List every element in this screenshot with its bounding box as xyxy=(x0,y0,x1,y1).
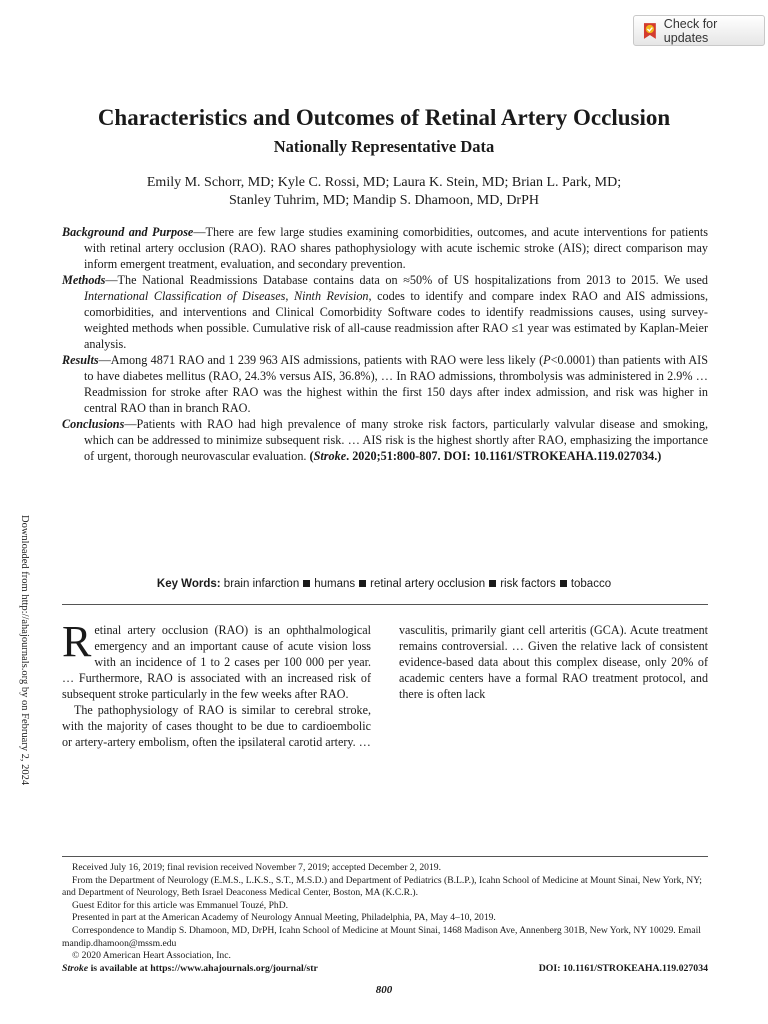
square-bullet-icon xyxy=(303,580,310,587)
keyword: retinal artery occlusion xyxy=(370,578,486,590)
results-text-a: —Among 4871 RAO and 1 239 963 AIS admissions, patients with RAO were less likely ( xyxy=(98,353,544,367)
abstract-results xyxy=(62,352,708,416)
abstract-background xyxy=(62,224,708,272)
keyword: brain infarction xyxy=(223,578,300,590)
citation-journal: Stroke xyxy=(313,449,347,463)
footnotes xyxy=(62,862,708,963)
citation: (Stroke. 2020;51:800-807. DOI: 10.1161/STROKEAHA.119.027034.) xyxy=(309,449,662,463)
keyword: tobacco xyxy=(570,578,612,590)
results-p-value: P xyxy=(543,353,551,367)
background-label: Background and Purpose xyxy=(62,225,194,239)
methods-italic: International Classification of Diseases xyxy=(84,289,286,303)
body-column-left xyxy=(62,617,371,750)
page-number: 800 xyxy=(375,984,393,996)
footnote-copyright: © 2020 American Heart Association, Inc. xyxy=(72,950,231,962)
square-bullet-icon xyxy=(489,580,496,587)
page-footer xyxy=(62,963,708,974)
methods-comma: , xyxy=(285,289,294,303)
keywords-label: Key Words: xyxy=(156,578,221,590)
body-paragraph: vasculitis, primarily giant cell arteritis (GCA). Acute treatment remains controversial. … Given the relative lack of consistent evidence-based data about this complex disease, only 20% of academic centers have a formal RAO treatment protocol, and there is often lack xyxy=(399,623,708,701)
authors-line-2: Stanley Tuhrim, MD; Mandip S. Dhamoon, MD, DrPH xyxy=(229,193,539,208)
author-list xyxy=(80,174,688,210)
keyword: humans xyxy=(314,578,356,590)
methods-label: Methods xyxy=(62,273,106,287)
footnote-correspondence: Correspondence to Mandip S. Dhamoon, MD, DrPH, Icahn School of Medicine at Mount Sinai, 1468 Madison Ave, Annenberg 301B, New York, NY 10029. Email mandip.dhamoon@mssm.edu xyxy=(62,924,701,949)
abstract xyxy=(62,224,708,464)
footnote-received: Received July 16, 2019; final revision received November 7, 2019; accepted December 2, 2019. xyxy=(72,862,441,873)
body-paragraph: The pathophysiology of RAO is similar to cerebral stroke, with the majority of cases thought to be due to cardioembolic or artery-artery embolism, often the ipsilateral carotid artery. … xyxy=(62,703,371,749)
background-text: —There are few large studies examining comorbidities, outcomes, and acute interventions for patients with retinal artery occlusion (RAO). RAO shares pathophysiology with acute ischemic stroke (AIS); direct comparison may inform emergent treatment, evaluation, and secondary prevention. xyxy=(84,225,708,271)
conclusions-label: Conclusions xyxy=(62,417,125,431)
footnote-guest-editor: Guest Editor for this article was Emmanuel Touzé, PhD. xyxy=(72,899,289,911)
check-for-updates-button[interactable] xyxy=(633,15,765,46)
abstract-conclusions xyxy=(62,416,708,464)
keywords xyxy=(0,578,768,590)
download-note: Downloaded from http://ahajournals.org by on February 2, 2024 xyxy=(19,515,30,786)
methods-text-b: , codes to identify and compare index RAO and AIS admissions, comorbidities, and interventions and Clinical Comorbidity Software codes to identify readmissions causes, using survey-weighted methods when possible. Cumulative risk of all-cause readmission after RAO ≤1 year was estimated by Kaplan-Meier analysis. xyxy=(84,289,708,351)
footer-doi: DOI: 10.1161/STROKEAHA.119.027034 xyxy=(538,963,708,974)
results-label: Results xyxy=(62,353,99,367)
divider xyxy=(62,604,708,605)
journal-availability: Stroke is available at https://www.ahajournals.org/journal/str xyxy=(62,963,318,974)
drop-cap: R xyxy=(62,617,92,666)
footnote-affiliations: From the Department of Neurology (E.M.S., L.K.S., S.T., M.S.D.) and Department of Pediatrics (B.L.P.), Icahn School of Medicine at Mount Sinai, New York, NY; and Department of Neurology, Beth Israel Deaconess Medical Center, Boston, MA (K.C.R.). xyxy=(62,874,702,899)
footnote-divider xyxy=(62,856,708,857)
footnote-presented: Presented in part at the American Academy of Neurology Annual Meeting, Philadelphia, PA, May 4–10, 2019. xyxy=(72,912,496,924)
conclusions-text: —Patients with RAO had high prevalence of many stroke risk factors, particularly valvular disease and smoking, which can be addressed to minimize subsequent risk. … AIS risk is the highest shortly after RAO, emphasizing the importance of urgent, thorough neurovascular evaluation. xyxy=(84,417,708,463)
body-column-right xyxy=(399,622,708,702)
keyword: risk factors xyxy=(500,578,556,590)
abstract-methods xyxy=(62,272,708,352)
body-paragraph: Retinal artery occlusion (RAO) is an ophthalmological emergency and an important cause of acute vision loss with an incidence of 1 to 2 cases per 100 000 per year. … Furthermore, RAO is associated with an increased risk of subsequent stroke particularly in the few weeks after RAO. xyxy=(62,617,371,701)
check-for-updates-label: Check for updates xyxy=(663,16,718,45)
authors-line-1: Emily M. Schorr, MD; Kyle C. Rossi, MD; Laura K. Stein, MD; Brian L. Park, MD; xyxy=(146,175,622,190)
methods-italic-2: Ninth Revision xyxy=(293,289,369,303)
article-title: Characteristics and Outcomes of Retinal Artery Occlusion xyxy=(97,105,671,130)
square-bullet-icon xyxy=(560,580,567,587)
square-bullet-icon xyxy=(359,580,366,587)
methods-text-a: —The National Readmissions Database contains data on ≈50% of US hospitalizations from 2013 to 2015. We used xyxy=(105,273,708,287)
crossmark-icon xyxy=(642,22,658,40)
article-subtitle: Nationally Representative Data xyxy=(273,137,495,156)
results-text-b: <0.0001) than patients with AIS to have diabetes mellitus (RAO, 24.3% versus AIS, 36.8%), … In RAO admissions, thrombolysis was administered in 2.9% … Readmission for stroke after RAO was the highest within the first 150 days after index admission, and risk was higher in central RAO than in branch RAO. xyxy=(84,353,708,415)
